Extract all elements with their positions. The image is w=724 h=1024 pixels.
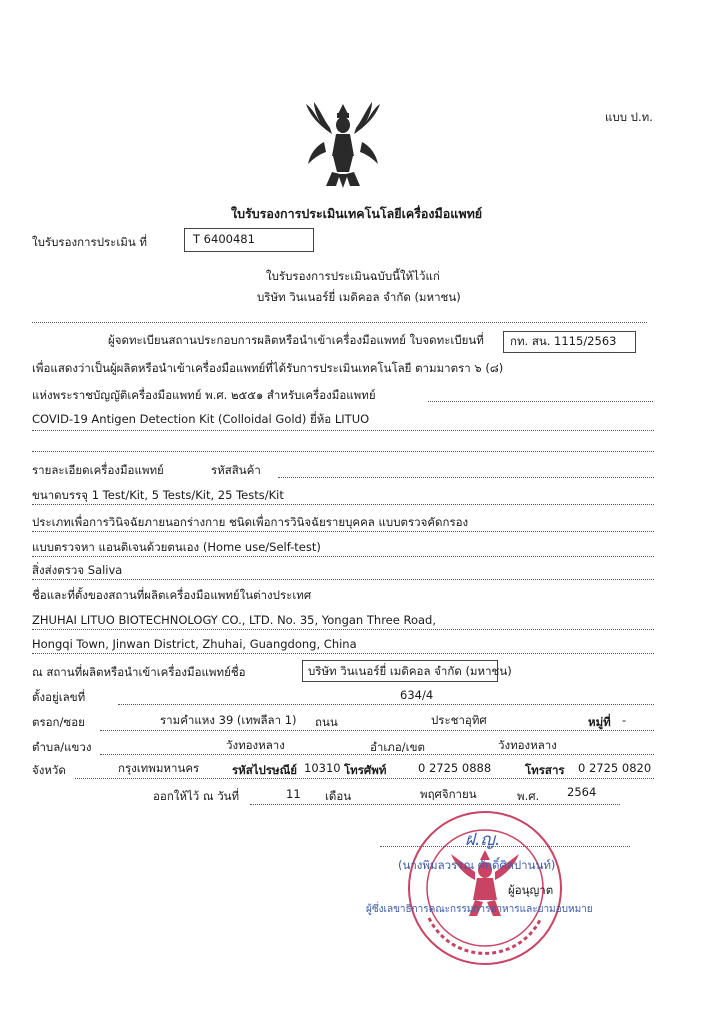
divider-line: [32, 556, 654, 557]
issued-to-label: ใบรับรองการประเมินฉบับนี้ให้ไว้แก่: [266, 269, 440, 283]
soi-value: รามคำแหง 39 (เทพลีลา 1): [160, 713, 297, 727]
soi-label: ตรอก/ซอย: [32, 715, 85, 729]
divider-line: [32, 531, 654, 532]
product-code-label: รหัสสินค้า: [211, 463, 261, 477]
purpose-text: ประเภทเพื่อการวินิจฉัยภายนอกร่างกาย ชนิดเพื่อการวินิจฉัยรายบุคคล แบบตรวจคัดกรอง: [32, 515, 469, 529]
manufacturer-line-2: Hongqi Town, Jinwan District, Zhuhai, Guangdong, China: [32, 637, 357, 651]
issued-year: 2564: [567, 785, 597, 799]
delegation-text: ผู้ซึ่งเลขาธิการคณะกรรมการอาหารและยามอบหมาย: [366, 904, 593, 915]
manufacturer-label: ชื่อและที่ตั้งของสถานที่ผลิตเครื่องมือแพทย์ในต่างประเทศ: [32, 588, 312, 602]
month-label: เดือน: [325, 789, 352, 803]
address-no-value: 634/4: [400, 688, 434, 702]
garuda-emblem: [302, 98, 384, 192]
form-code: แบบ ป.ท.: [605, 110, 653, 124]
divider-line: [32, 629, 654, 630]
moo-value: -: [622, 713, 627, 727]
moo-label: หมู่ที่: [588, 715, 611, 729]
postcode-value: 10310: [304, 761, 341, 775]
year-label: พ.ศ.: [517, 789, 540, 803]
place-label: ณ สถานที่ผลิตหรือนำเข้าเครื่องมือแพทย์ชื่อ: [32, 665, 246, 679]
signature-line: [380, 846, 630, 847]
divider-line: [100, 754, 654, 755]
divider-line: [428, 401, 653, 402]
divider-line: [32, 451, 654, 452]
place-value: บริษัท วินเนอร์ยี่ เมดิคอล จำกัด (มหาชน): [308, 664, 512, 678]
registration-line: ผู้จดทะเบียนสถานประกอบการผลิตหรือนำเข้าเครื่องมือแพทย์ ใบจดทะเบียนที่: [108, 333, 484, 347]
district-label: อำเภอ/เขต: [370, 740, 425, 754]
divider-line: [32, 322, 647, 323]
road-label: ถนน: [315, 715, 338, 729]
document-title: ใบรับรองการประเมินเทคโนโลยีเครื่องมือแพทย์: [231, 206, 483, 221]
details-heading: รายละเอียดเครื่องมือแพทย์: [32, 463, 164, 477]
test-type-text: แบบตรวจหา แอนติเจนด้วยตนเอง (Home use/Self-test): [32, 540, 321, 554]
signer-name: (นางพิมลวรรณ ศักดิ์ศิลปานนท์): [398, 858, 556, 872]
divider-line: [32, 579, 654, 580]
fax-label: โทรสาร: [525, 763, 565, 777]
road-value: ประชาอุทิศ: [431, 713, 487, 727]
divider-line: [32, 653, 654, 654]
signature-scribble: ฝ.ญ.: [465, 830, 501, 850]
issued-day: 11: [286, 787, 301, 801]
postcode-label: รหัสไปรษณีย์: [232, 763, 298, 777]
packaging-text: ขนาดบรรจุ 1 Test/Kit, 5 Tests/Kit, 25 Tests/Kit: [32, 488, 284, 502]
license-number: กท. สน. 1115/2563: [510, 334, 617, 348]
divider-line: [100, 730, 654, 731]
province-value: กรุงเทพมหานคร: [118, 761, 200, 775]
address-no-label: ตั้งอยู่เลขที่: [32, 690, 86, 704]
divider-line: [32, 504, 654, 505]
purpose-line: เพื่อแสดงว่าเป็นผู้ผลิตหรือนำเข้าเครื่องมือแพทย์ที่ได้รับการประเมินเทคโนโลยี ตามมาตรา ๖ (๘): [32, 361, 504, 375]
company-name: บริษัท วินเนอร์ยี่ เมดิคอล จำกัด (มหาชน): [257, 290, 461, 304]
specimen-text: สิ่งส่งตรวจ Saliva: [32, 563, 123, 577]
issued-label: ออกให้ไว้ ณ วันที่: [153, 789, 240, 803]
divider-line: [32, 430, 654, 431]
province-label: จังหวัด: [32, 763, 66, 777]
divider-line: [75, 778, 654, 779]
phone-value: 0 2725 0888: [418, 761, 492, 775]
manufacturer-line-1: ZHUHAI LITUO BIOTECHNOLOGY CO., LTD. No. 35, Yongan Three Road,: [32, 613, 436, 627]
subdistrict-value: วังทองหลาง: [226, 738, 285, 752]
phone-label: โทรศัพท์: [344, 763, 387, 777]
district-value: วังทองหลาง: [498, 738, 557, 752]
fax-value: 0 2725 0820: [578, 761, 652, 775]
signer-position: ผู้อนุญาต: [508, 883, 554, 897]
cert-number-value: T 6400481: [193, 232, 255, 246]
subdistrict-label: ตำบล/แขวง: [32, 740, 92, 754]
divider-line: [250, 804, 620, 805]
act-line: แห่งพระราชบัญญัติเครื่องมือแพทย์ พ.ศ. ๒๕๕๑ สำหรับเครื่องมือแพทย์: [32, 388, 376, 402]
product-name: COVID-19 Antigen Detection Kit (Colloidal Gold) ยี่ห้อ LITUO: [32, 412, 370, 426]
cert-number-label: ใบรับรองการประเมิน ที่: [32, 235, 147, 249]
divider-line: [118, 704, 654, 705]
divider-line: [278, 477, 654, 478]
issued-month: พฤศจิกายน: [420, 787, 477, 801]
